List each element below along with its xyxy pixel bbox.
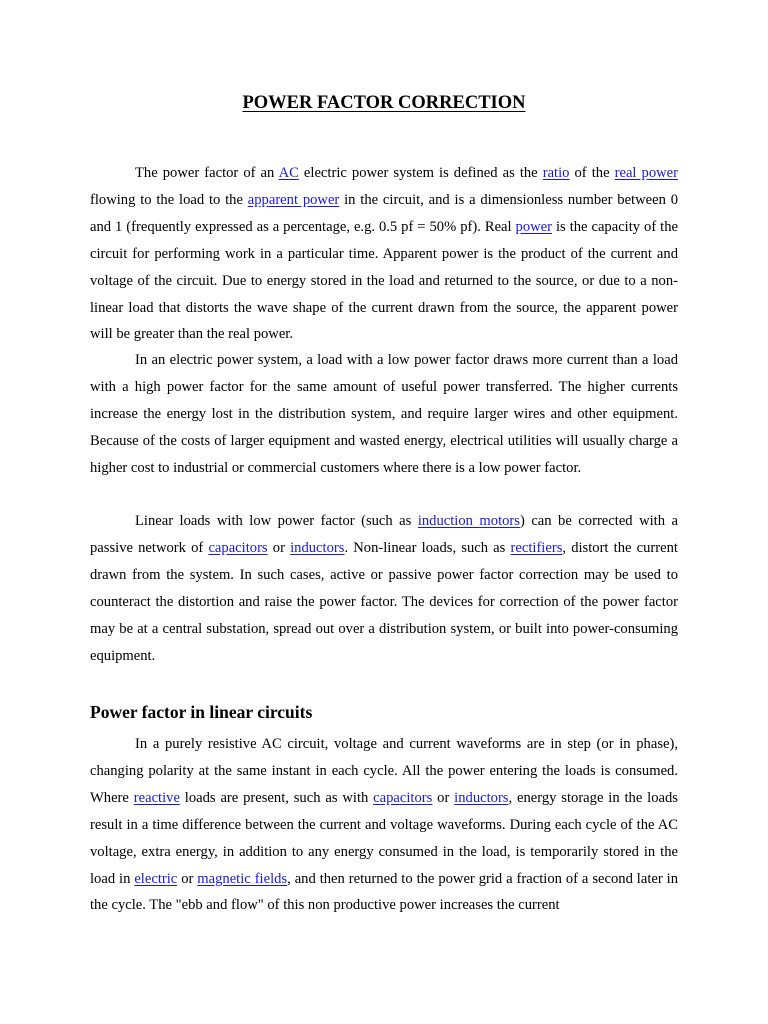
link-capacitors-2[interactable]: capacitors bbox=[373, 789, 433, 806]
text-run: , and then returned to the power grid a fraction of a second later in the cycle. The "ebb and flow" of this non productive power increases the current bbox=[90, 870, 678, 914]
text-run: , distort the current drawn from the system. In such cases, active or passive power factor correction may be used to counteract the distortion and raise the power factor. The devices for correction of the power factor may be at a central substation, spread out over a distribution system, or built into power-consuming equipment. bbox=[90, 539, 678, 664]
text-run: In a purely resistive AC circuit, voltage and current waveforms are in step (or in phase), changing polarity at the same instant in each cycle. All the power entering the loads is consumed. Where bbox=[90, 736, 678, 806]
section-heading: Power factor in linear circuits bbox=[90, 702, 313, 722]
page-title: POWER FACTOR CORRECTION bbox=[242, 93, 526, 113]
text-run: or bbox=[432, 789, 455, 806]
text-run: in the circuit, and is a dimensionless number between 0 and 1 (frequently expressed as a percentage, e.g. 0.5 pf = 50% pf). Real bbox=[90, 191, 679, 235]
text-run: or bbox=[177, 870, 198, 887]
paragraph-1 bbox=[90, 160, 678, 348]
link-real-power[interactable]: real power bbox=[614, 165, 679, 181]
text-run: , energy storage in the loads result in a time difference between the current and voltage waveforms. During each cycle of the AC voltage, extra energy, in addition to any energy consumed in the load, is temporarily stored in the load in bbox=[90, 789, 678, 887]
text-run: The power factor of an bbox=[135, 165, 279, 181]
link-electric[interactable]: electric bbox=[134, 870, 178, 887]
link-inductors-2[interactable]: inductors bbox=[454, 789, 509, 806]
text-run: of the bbox=[569, 165, 615, 181]
link-magnetic-fields[interactable]: magnetic fields bbox=[197, 870, 288, 887]
link-rectifiers[interactable]: rectifiers bbox=[510, 539, 563, 556]
link-capacitors[interactable]: capacitors bbox=[208, 539, 268, 556]
link-induction-motors[interactable]: induction motors bbox=[417, 513, 520, 529]
text-run: . Non-linear loads, such as bbox=[344, 539, 511, 556]
text-run: or bbox=[267, 539, 291, 556]
text-run: electric power system is defined as the bbox=[298, 165, 543, 181]
text-run: flowing to the load to the bbox=[90, 191, 248, 208]
link-power[interactable]: power bbox=[515, 218, 553, 235]
text-run: is the capacity of the circuit for performing work in a particular time. Apparent power is the product of the current and voltage of the circuit. Due to energy stored in the load and returned to the source, or due to a non-linear load that distorts the wave shape of the current drawn from the source, the apparent power will be greater than the real power. bbox=[90, 218, 679, 343]
text-run: Linear loads with low power factor (such as bbox=[135, 513, 418, 529]
section-paragraph bbox=[90, 731, 678, 919]
link-ac[interactable]: AC bbox=[278, 165, 299, 181]
text-run: loads are present, such as with bbox=[179, 789, 374, 806]
paragraph-2 bbox=[90, 347, 678, 482]
text-run: In an electric power system, a load with a low power factor draws more current than a load with a high power factor for the same amount of useful power transferred. The higher currents increase the energy lost in the distribution system, and require larger wires and other equipment. Because of the costs of larger equipment and wasted energy, electrical utilities will usually charge a higher cost to industrial or commercial customers where there is a low power factor. bbox=[90, 352, 678, 476]
paragraph-3 bbox=[90, 508, 678, 669]
link-ratio[interactable]: ratio bbox=[542, 165, 570, 181]
text-run: ) can be corrected with a passive network of bbox=[90, 513, 678, 556]
link-reactive[interactable]: reactive bbox=[133, 789, 180, 806]
link-apparent-power[interactable]: apparent power bbox=[247, 191, 340, 208]
link-inductors[interactable]: inductors bbox=[290, 539, 345, 556]
